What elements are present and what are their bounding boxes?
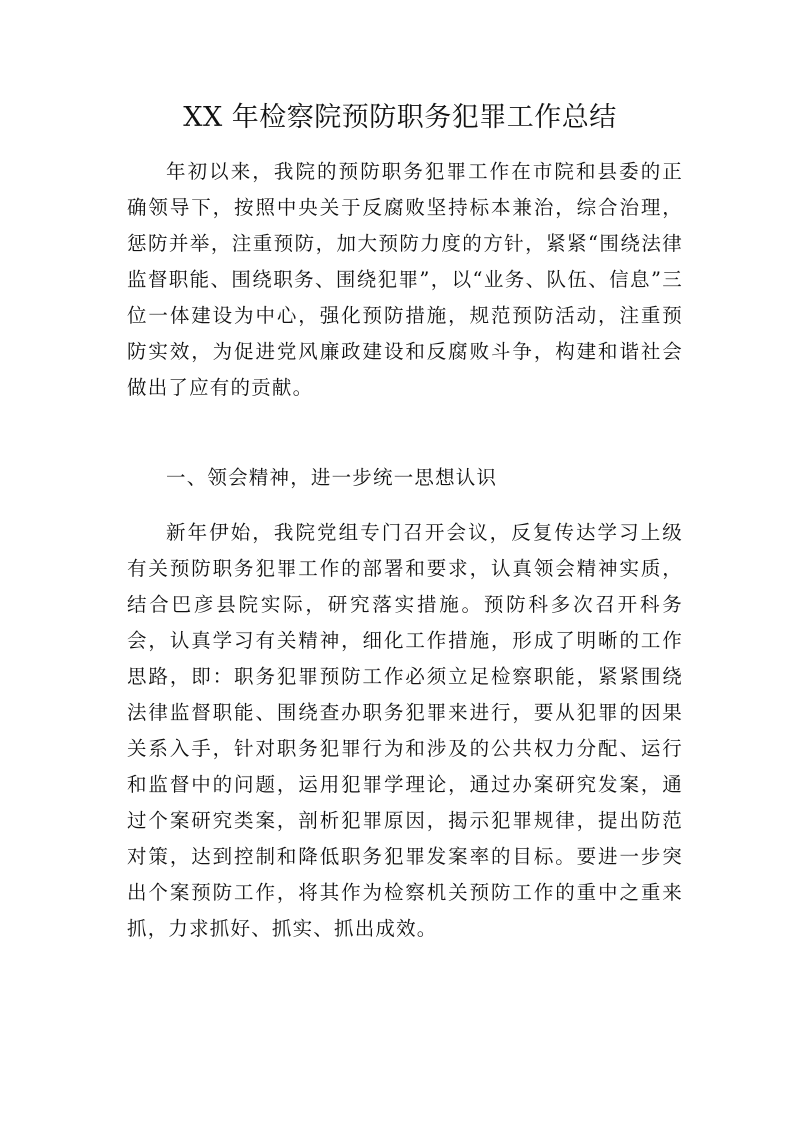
paragraph-section-1: 新年伊始，我院党组专门召开会议，反复传达学习上级有关预防职务犯罪工作的部署和要求，认真领会精神实质，结合巴彦县院实际，研究落实措施。预防科多次召开科务会，认真学习有关精神，细化工作措施，形成了明晰的工作思路，即：职务犯罪预防工作必须立足检察职能，紧紧围绕法律监督职能、围绕查办职务犯罪来进行，要从犯罪的因果关系入手，针对职务犯罪行为和涉及的公共权力分配、运行和监督中的问题，运用犯罪学理论，通过办案研究发案，通过个案研究类案，剖析犯罪原因，揭示犯罪规律，提出防范对策，达到控制和降低职务犯罪发案率的目标。要进一步突出个案预防工作，将其作为检察机关预防工作的重中之重来抓，力求抓好、抓实、抓出成效。 xyxy=(127,521,683,940)
document-title: XX 年检察院预防职务犯罪工作总结 xyxy=(183,102,617,133)
section-heading-1: 一、领会精神，进一步统一思想认识 xyxy=(166,466,498,489)
paragraph-intro: 年初以来，我院的预防职务犯罪工作在市院和县委的正确领导下，按照中央关于反腐败坚持标本兼治，综合治理，惩防并举，注重预防，加大预防力度的方针，紧紧“围绕法律监督职能、围绕职务、围绕犯罪”，以“业务、队伍、信息”三位一体建设为中心，强化预防措施，规范预防活动，注重预防实效，为促进党风廉政建设和反腐败斗争，构建和谐社会做出了应有的贡献。 xyxy=(127,160,683,399)
